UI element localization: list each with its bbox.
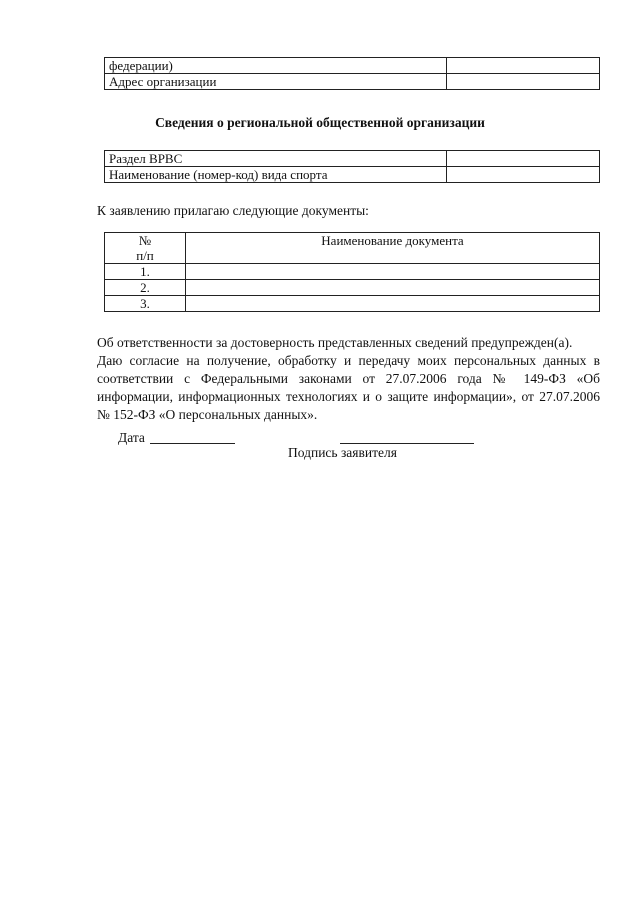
statement-block: [97, 334, 600, 424]
document-name-field[interactable]: [186, 280, 600, 296]
header-num-abbrev: п/п: [136, 248, 154, 263]
organization-info-table: [104, 57, 600, 90]
responsibility-statement: Об ответственности за достоверность представленных сведений предупрежден(а).: [97, 335, 573, 350]
table-row: [105, 167, 600, 183]
row-number: 3.: [105, 296, 186, 312]
date-input-line[interactable]: [150, 443, 235, 444]
address-label: Адрес организации: [105, 74, 447, 90]
table-row: [105, 280, 600, 296]
signature-label: Подпись заявителя: [288, 445, 397, 460]
vrvs-section-value-field[interactable]: [447, 151, 600, 167]
column-header-number: [105, 233, 186, 264]
date-label: Дата: [118, 430, 145, 445]
signature-input-line[interactable]: [340, 443, 474, 444]
row-number: 2.: [105, 280, 186, 296]
table-row: [105, 296, 600, 312]
table-row: [105, 74, 600, 90]
region-info-table: [104, 150, 600, 183]
consent-statement: Даю согласие на получение, обработку и передачу моих персональных данных в соответствии с Федеральными законами от 27.07.2006 года № 149-ФЗ «Об информации, информационных технологиях и о защите информации», от 27.07.2006 № 152-ФЗ «О персональных данных».: [97, 353, 600, 422]
column-header-document-name: Наименование документа: [186, 233, 600, 264]
sport-name-value-field[interactable]: [447, 167, 600, 183]
document-name-field[interactable]: [186, 296, 600, 312]
table-row: [105, 264, 600, 280]
row-number: 1.: [105, 264, 186, 280]
table-header-row: [105, 233, 600, 264]
table-row: [105, 151, 600, 167]
region-section-heading: Сведения о региональной общественной организации: [155, 115, 485, 130]
attachments-intro: К заявлению прилагаю следующие документы:: [97, 203, 369, 218]
federation-value-field[interactable]: [447, 58, 600, 74]
vrvs-section-label: Раздел ВРВС: [105, 151, 447, 167]
federation-label: федерации): [105, 58, 447, 74]
header-num-symbol: №: [138, 233, 152, 248]
sport-name-label: Наименование (номер-код) вида спорта: [105, 167, 447, 183]
attachments-table: [104, 232, 600, 312]
document-name-field[interactable]: [186, 264, 600, 280]
table-row: [105, 58, 600, 74]
address-value-field[interactable]: [447, 74, 600, 90]
